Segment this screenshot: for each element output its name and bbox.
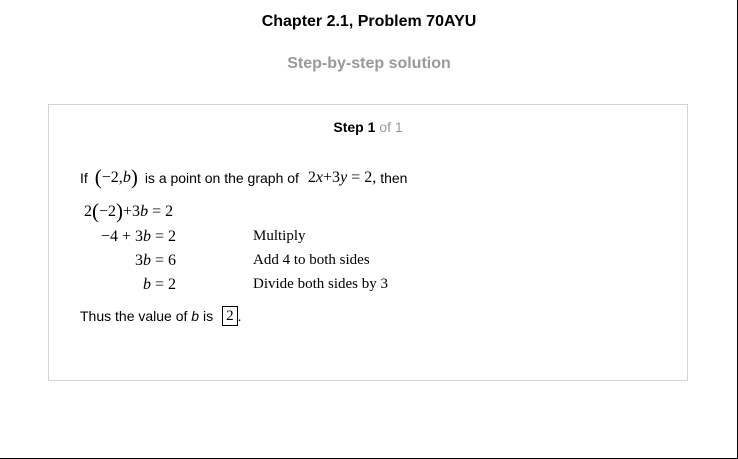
conclusion-period: . bbox=[237, 308, 242, 324]
intro-point: (−2,b) bbox=[94, 165, 138, 189]
solution-card bbox=[48, 104, 688, 381]
equation-line-2: −4 + 3b = 2 Multiply bbox=[100, 228, 306, 245]
intro-sentence bbox=[80, 167, 407, 188]
intro-middle: is a point on the graph of bbox=[144, 169, 299, 186]
equation-note-divide: Divide both sides by 3 bbox=[253, 276, 388, 292]
equation-note-add: Add 4 to both sides bbox=[253, 252, 370, 268]
step-of-total: of 1 bbox=[379, 119, 403, 135]
step-heading bbox=[49, 119, 687, 135]
step-number: 1 bbox=[367, 119, 376, 135]
equation-note-multiply: Multiply bbox=[253, 228, 306, 244]
intro-if: If bbox=[80, 169, 88, 186]
conclusion-sentence bbox=[80, 306, 242, 326]
answer-box: 2 bbox=[222, 306, 238, 326]
intro-equation: 2x+3y = 2, bbox=[307, 168, 377, 186]
equation-line-4: b = 2 Divide both sides by 3 bbox=[142, 276, 388, 293]
page-title: Chapter 2.1, Problem 70AYU bbox=[261, 13, 477, 30]
conclusion-var: b bbox=[191, 308, 200, 324]
conclusion-is: is bbox=[202, 308, 214, 324]
intro-then: then bbox=[380, 169, 408, 186]
equation-line-1: 2(−2)+3b = 2 bbox=[84, 199, 174, 223]
step-word: Step bbox=[333, 119, 364, 135]
equation-line-3: 3b = 6 Add 4 to both sides bbox=[134, 252, 370, 269]
page-subtitle: Step-by-step solution bbox=[287, 55, 451, 72]
conclusion-prefix: Thus the value of bbox=[80, 308, 188, 324]
